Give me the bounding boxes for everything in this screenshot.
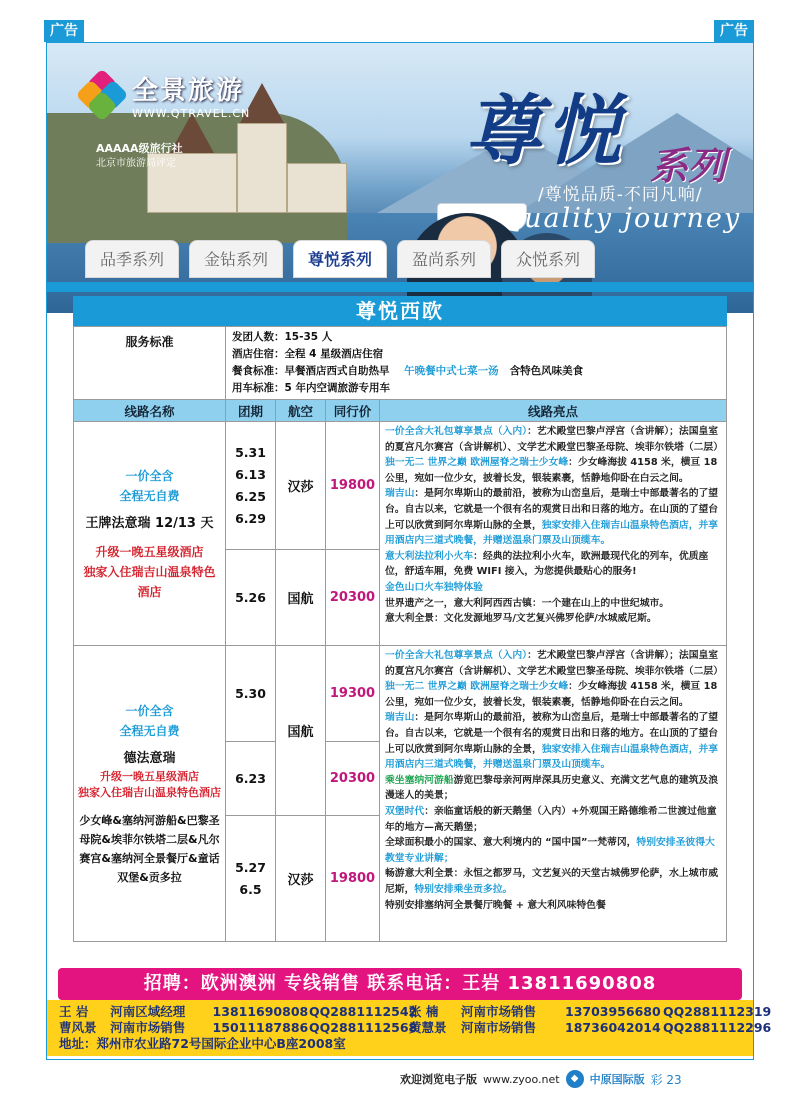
contact-role: 河南市场销售 [461, 1004, 537, 1019]
route-name-cell: 一价全含 全程无自费 王牌法意瑞 12/13 天 升级一晚五星级酒店 独家入住瑞吉山温泉特色酒店 [74, 422, 226, 646]
route-name-cell: 一价全含 全程无自费 德法意瑞 升级一晚五星级酒店 独家入住瑞吉山温泉特色酒店 少女峰&塞纳河游船&巴黎圣母院&埃菲尔铁塔二层&凡尔赛宫&塞纳河全景餐厅&童话双堡&贡多拉 [74, 646, 226, 942]
contact-role: 河南市场销售 [461, 1020, 537, 1035]
brand-url: WWW.QTRAVEL.CN [132, 107, 251, 120]
page-number: 彩 23 [650, 1072, 682, 1087]
logo-icon [78, 71, 126, 119]
departure-dates: 5.30 [226, 646, 276, 742]
route-highlights: 一价全含大礼包尊享景点（入内）：艺术殿堂巴黎卢浮宫（含讲解）；法国皇室的夏宫凡尔赛宫（含讲解机）、文学艺术殿堂巴黎圣母院、埃菲尔铁塔（二层） 独一无二 世界之巅 欧洲屋脊之瑞士少女峰：少女峰海拔 4158 米，横亘 18 公里，宛如一位少女，披着长发，银装素裹，恬静地仰卧在白云之间。 瑞吉山：是阿尔卑斯山的最前沿，被称为山峦皇后，是瑞士中部最著名的了望台。自古以来，它就是一个很有名的观赏日出和日落的地方。在山顶的了望台上可以欣赏到阿尔卑斯山脉的全景，独家安排入住瑞吉山温泉特色酒店，并享用酒店内三道式晚餐，并赠送温泉门票及山顶缆车。 意大利法拉利小火车：经典的法拉利小火车，欧洲最现代化的列车，优质座位，舒适车厢，免费 WIFI 接入，为您提供最贴心的服务! 金色山口火车独特体验 世界遗产之一，意大利阿西西古镇：一个建在山上的中世纪城市。 意大利全景：文化发源地罗马/文艺复兴佛罗伦萨/水城威尼斯。 [380, 422, 727, 646]
header-date: 团期 [226, 400, 276, 422]
series-tabs [85, 240, 595, 278]
price: 19800 [326, 816, 380, 942]
agency-rating-source: 北京市旅游局评定 [96, 158, 176, 169]
contact-phone[interactable]: 13811690808 [212, 1004, 309, 1019]
hero-title-suffix: 系列 [650, 144, 727, 188]
departure-dates: 5.31 6.13 6.25 6.29 [226, 422, 276, 550]
hero-slogan: /尊悦品质-不同凡响/ [538, 185, 703, 205]
contact-qq[interactable]: QQ2881112568 [309, 1020, 418, 1035]
contact-qq[interactable]: QQ2881112296 [663, 1020, 772, 1035]
tab-zunyue[interactable]: 尊悦系列 [293, 240, 387, 278]
service-standard-row [74, 327, 727, 400]
price: 20300 [326, 550, 380, 646]
contact-role: 河南市场销售 [110, 1020, 186, 1035]
route-name: 德法意瑞 [123, 750, 176, 766]
brand-name: 全景旅游 [132, 76, 245, 106]
hero-english: Quality journey [500, 203, 742, 234]
agency-rating: AAAAA级旅行社 [96, 142, 183, 155]
contact-name: 王 岩 [59, 1004, 89, 1019]
ad-label-left: 广告 [44, 20, 84, 42]
contact-phone[interactable]: 18736042014 [565, 1020, 661, 1035]
contact-name: 黄慧景 [409, 1020, 447, 1035]
contact-name: 张 楠 [409, 1004, 439, 1019]
contact-role: 河南区域经理 [110, 1004, 186, 1019]
address: 地址：郑州市农业路72号国际企业中心B座2008室 [59, 1036, 346, 1051]
contact-phone[interactable]: 15011187886 [212, 1020, 309, 1035]
tab-pinji[interactable]: 品季系列 [85, 240, 179, 278]
price: 20300 [326, 742, 380, 816]
hero-title: 尊悦 [465, 86, 625, 175]
footer-url[interactable]: www.zyoo.net [483, 1072, 560, 1086]
tab-zhongyue[interactable]: 众悦系列 [501, 240, 595, 278]
header-airline: 航空 [276, 400, 326, 422]
table-header-row [74, 400, 727, 422]
contact-qq[interactable]: QQ2881112319 [663, 1004, 772, 1019]
header-highlights: 线路亮点 [380, 400, 727, 422]
route-highlights: 一价全含大礼包尊享景点（入内）：艺术殿堂巴黎卢浮宫（含讲解）；法国皇室的夏宫凡尔赛宫（含讲解机）、文学艺术殿堂巴黎圣母院、埃菲尔铁塔（二层） 独一无二 世界之巅 欧洲屋脊之瑞士少女峰：少女峰海拔 4158 米，横亘 18 公里，宛如一位少女，披着长发，银装素裹，恬静地仰卧在白云之间。 瑞吉山：是阿尔卑斯山的最前沿，被称为山峦皇后，是瑞士中部最著名的了望台。自古以来，它就是一个很有名的观赏日出和日落的地方。在山顶的了望台上可以欣赏到阿尔卑斯山脉的全景，独家安排入住瑞吉山温泉特色酒店，并享用酒店内三道式晚餐，并赠送温泉门票及山顶缆车。 乘坐塞纳河游船游览巴黎母亲河两岸深具历史意义、充满文艺气息的建筑及浪漫迷人的美景； 双堡时代：亲临童话般的新天鹅堡（入内）+外观国王路德维希二世渡过他童年的地方—高天鹅堡； 全球面积最小的国家、意大利境内的 “国中国”一梵蒂冈，特别安排圣彼得大教堂专业讲解； 畅游意大利全景：永恒之都罗马，文艺复兴的天堂古城佛罗伦萨，水上城市威尼斯，特别安排乘坐贡多拉。 特别安排塞纳河全景餐厅晚餐 + 意大利风味特色餐 [380, 646, 727, 942]
standard-vehicle: 用车标准：5 年内空调旅游专用车 [232, 382, 390, 394]
departure-dates: 5.27 6.5 [226, 816, 276, 942]
airline: 国航 [276, 646, 326, 816]
standard-details [226, 327, 727, 400]
departure-dates: 6.23 [226, 742, 276, 816]
tab-underline-bar [47, 282, 753, 292]
edition-badge-icon: ◆ [566, 1070, 584, 1088]
route-name: 王牌法意瑞 12/13 天 [85, 515, 214, 531]
contact-row [59, 1020, 772, 1036]
price: 19800 [326, 422, 380, 550]
contact-block [47, 1000, 772, 1056]
tab-jinzuan[interactable]: 金钻系列 [189, 240, 283, 278]
header-price: 同行价 [326, 400, 380, 422]
contact-qq[interactable]: QQ2881112542 [309, 1004, 418, 1019]
recruit-banner: 招聘：欧洲澳洲 专线销售 联系电话：王岩 13811690808 [58, 968, 742, 1000]
brand-logo[interactable] [78, 70, 250, 120]
standard-group-size: 发团人数：15-35 人 [232, 331, 333, 343]
price: 19300 [326, 646, 380, 742]
tab-yingshang[interactable]: 盈尚系列 [397, 240, 491, 278]
route-extras: 少女峰&塞纳河游船&巴黎圣母院&埃菲尔铁塔二层&凡尔赛宫&塞纳河全景餐厅&童话双堡&贡多拉 [79, 813, 220, 884]
contact-phone[interactable]: 13703956680 [565, 1004, 661, 1019]
contact-name: 曹风景 [59, 1020, 97, 1035]
standard-label: 服务标准 [74, 327, 226, 400]
departure-dates: 5.26 [226, 550, 276, 646]
table-row [74, 646, 727, 742]
airline: 汉莎 [276, 422, 326, 550]
airline: 国航 [276, 550, 326, 646]
airline: 汉莎 [276, 816, 326, 942]
contact-row [59, 1004, 772, 1020]
tour-table [73, 326, 727, 942]
footer-edition: 中原国际版 [589, 1073, 645, 1086]
footer-text: 欢迎浏览电子版 [400, 1073, 477, 1086]
table-row [74, 422, 727, 550]
page-footer [400, 1070, 682, 1088]
table-title: 尊悦西欧 [73, 296, 727, 326]
standard-meals: 餐食标准：早餐酒店西式自助热早 午晚餐中式七菜一汤 含特色风味美食 [232, 365, 584, 377]
header-route: 线路名称 [74, 400, 226, 422]
ad-label-right: 广告 [714, 20, 754, 42]
standard-hotel: 酒店住宿：全程 4 星级酒店住宿 [232, 348, 384, 360]
